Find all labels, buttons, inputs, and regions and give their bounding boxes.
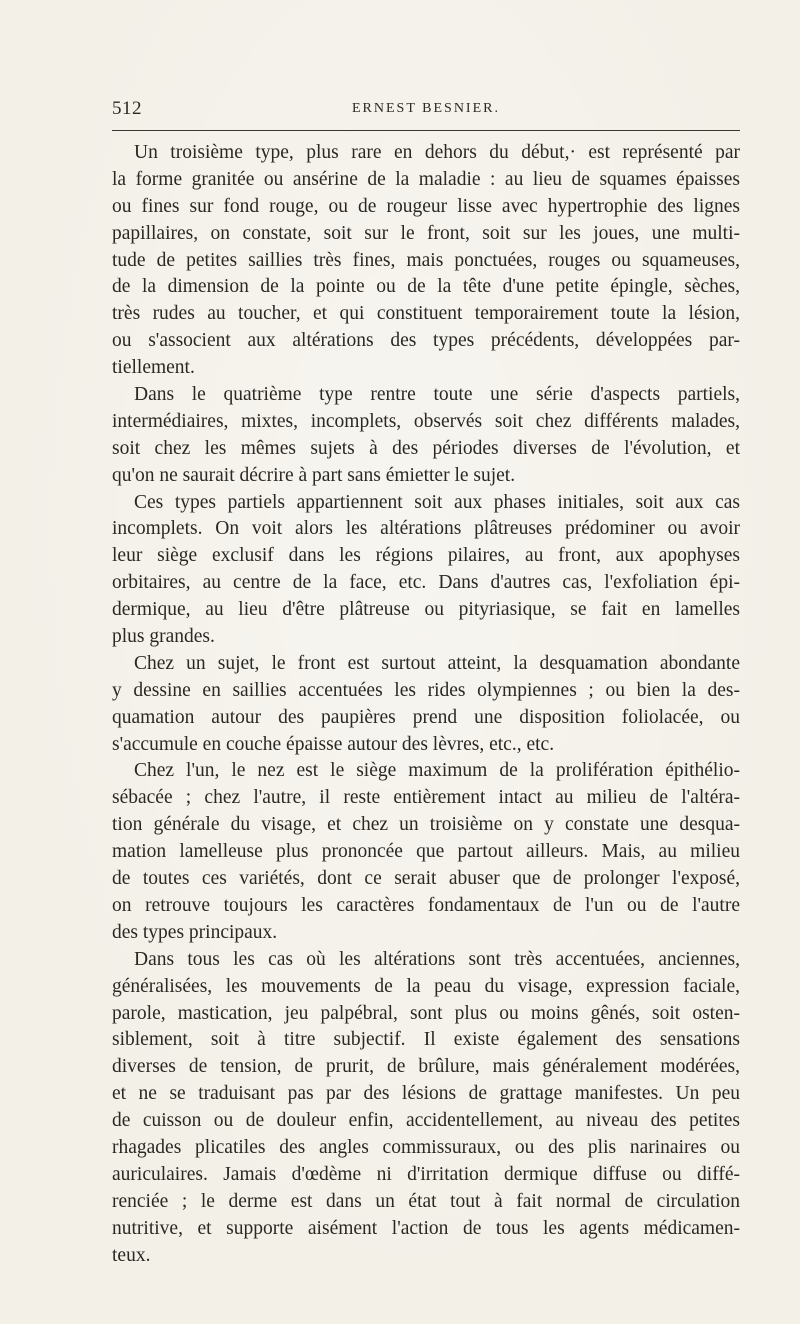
text-line: leur siège exclusif dans les régions pilaires, au front, aux apophyses xyxy=(112,545,740,567)
text-line: on retrouve toujours les caractères fondamentaux de l'un ou de l'autre xyxy=(112,894,740,916)
text-line: Chez l'un, le nez est le siège maximum de la prolifération épithélio- xyxy=(134,760,740,782)
text-line: intermédiaires, mixtes, incomplets, observés soit chez différents malades, xyxy=(112,410,740,432)
text-line: des types principaux. xyxy=(112,921,278,943)
text-line: ou fines sur fond rouge, ou de rougeur lisse avec hypertrophie des lignes xyxy=(112,195,740,217)
text-line: dermique, au lieu d'être plâtreuse ou pityriasique, se fait en lamelles xyxy=(112,599,740,621)
text-line: nutritive, et supporte aisément l'action de tous les agents médicamen- xyxy=(112,1217,740,1239)
page-number: 512 xyxy=(112,98,142,119)
text-line: Ces types partiels appartiennent soit aux phases initiales, soit aux cas xyxy=(134,491,740,513)
text-line: s'accumule en couche épaisse autour des lèvres, etc., etc. xyxy=(112,733,555,755)
text-line: tude de petites saillies très fines, mais ponctuées, rouges ou squameuses, xyxy=(112,249,740,271)
text-line: diverses de tension, de prurit, de brûlure, mais généralement modérées, xyxy=(112,1056,740,1078)
text-line: rhagades plicatiles des angles commissuraux, ou des plis narinaires ou xyxy=(112,1136,740,1158)
text-line: de la dimension de la pointe ou de la tête d'une petite épingle, sèches, xyxy=(112,276,740,298)
text-line: de cuisson ou de douleur enfin, accidentellement, au niveau des petites xyxy=(112,1110,740,1132)
text-line: tiellement. xyxy=(112,357,195,379)
text-line: Dans tous les cas où les altérations sont très accentuées, anciennes, xyxy=(134,948,740,970)
text-line: la forme granitée ou ansérine de la maladie : au lieu de squames épaisses xyxy=(112,168,740,190)
running-head xyxy=(112,98,740,128)
text-line: teux. xyxy=(112,1244,151,1266)
text-line: renciée ; le derme est dans un état tout à fait normal de circulation xyxy=(112,1190,740,1212)
text-line: ou s'associent aux altérations des types précédents, développées par- xyxy=(112,330,740,352)
text-line: papillaires, on constate, soit sur le front, soit sur les joues, une multi- xyxy=(112,222,740,244)
text-line: parole, mastication, jeu palpébral, sont plus ou moins gênés, soit osten- xyxy=(112,1002,740,1024)
text-line: mation lamelleuse plus prononcée que partout ailleurs. Mais, au milieu xyxy=(112,841,740,863)
text-line: Un troisième type, plus rare en dehors du début,· est représenté par xyxy=(134,142,740,163)
running-title: ERNEST BESNIER. xyxy=(352,101,500,116)
header-rule xyxy=(112,130,740,131)
text-line: orbitaires, au centre de la face, etc. Dans d'autres cas, l'exfoliation épi- xyxy=(112,572,740,594)
text-line: très rudes au toucher, et qui constituent temporairement toute la lésion, xyxy=(112,303,740,325)
text-line: quamation autour des paupières prend une disposition foliolacée, ou xyxy=(112,706,740,728)
text-line: de toutes ces variétés, dont ce serait abuser que de prolonger l'exposé, xyxy=(112,868,740,890)
text-line: sébacée ; chez l'autre, il reste entièrement intact au milieu de l'altéra- xyxy=(112,787,740,809)
text-line: soit chez les mêmes sujets à des périodes diverses de l'évolution, et xyxy=(112,437,740,459)
text-line: et ne se traduisant pas par des lésions de grattage manifestes. Un peu xyxy=(112,1083,740,1105)
text-line: tion générale du visage, et chez un troisième on y constate une desqua- xyxy=(112,814,740,836)
text-line: plus grandes. xyxy=(112,626,215,648)
body-text xyxy=(112,140,740,1269)
text-line: qu'on ne saurait décrire à part sans émietter le sujet. xyxy=(112,464,516,486)
text-line: siblement, soit à titre subjectif. Il existe également des sensations xyxy=(112,1029,740,1051)
text-line: auriculaires. Jamais d'œdème ni d'irritation dermique diffuse ou diffé- xyxy=(112,1163,740,1185)
text-line: y dessine en saillies accentuées les rides olympiennes ; ou bien la des- xyxy=(112,679,740,701)
text-line: incomplets. On voit alors les altérations plâtreuses prédominer ou avoir xyxy=(112,518,740,540)
text-line: Dans le quatrième type rentre toute une série d'aspects partiels, xyxy=(134,384,740,406)
text-line: généralisées, les mouvements de la peau du visage, expression faciale, xyxy=(112,975,740,997)
text-line: Chez un sujet, le front est surtout atteint, la desquamation abondante xyxy=(134,652,740,674)
